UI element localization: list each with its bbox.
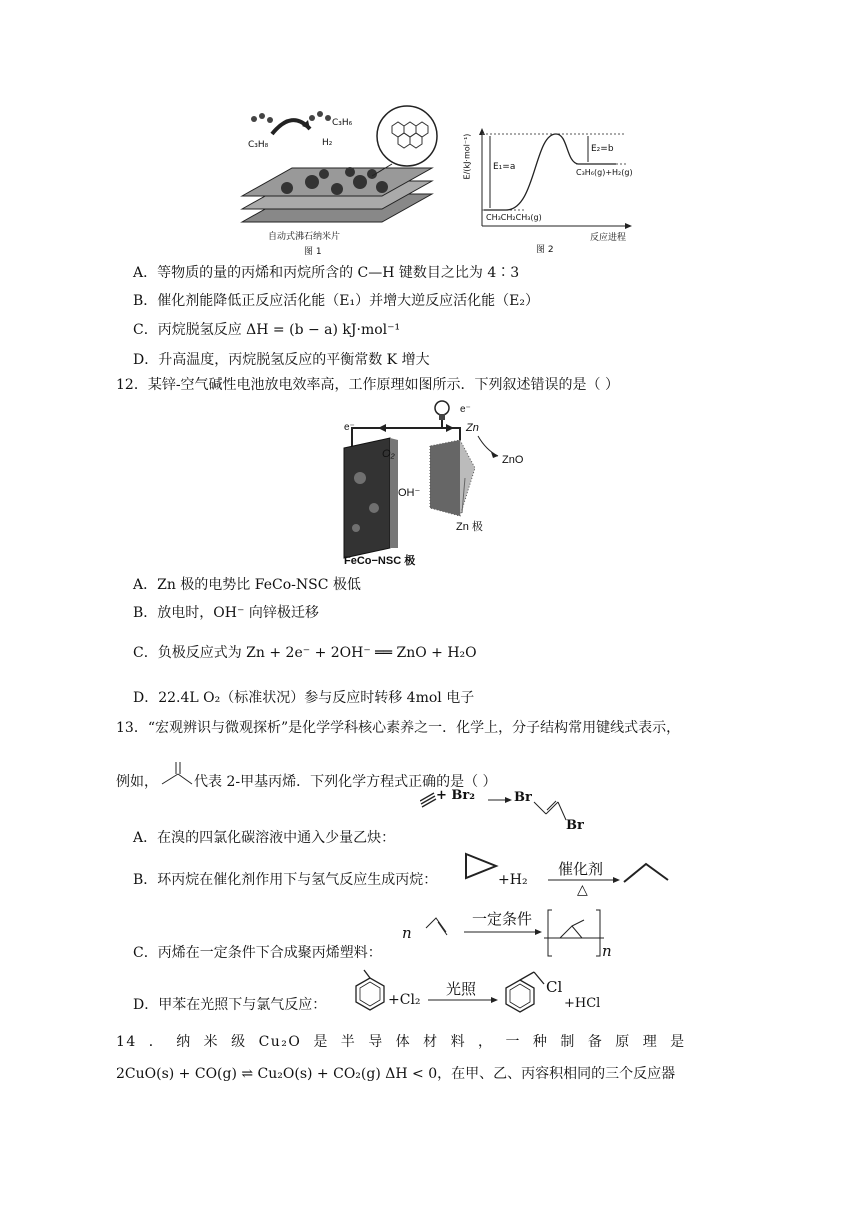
battery-cathode-label: FeCo−NSC 极 (344, 555, 416, 567)
fig2-e2: E₂=b (591, 144, 614, 154)
q13-a-equation (420, 788, 600, 838)
fig1-label-c3h8: C₃H₈ (248, 140, 269, 150)
q12-option-a: A．Zn 极的电势比 FeCo-NSC 极低 (133, 577, 361, 593)
q13-a-plus-br2: + Br₂ (436, 788, 475, 803)
battery-oh: OH⁻ (398, 487, 421, 499)
fig2-e1: E₁=a (493, 162, 516, 172)
q13-option-d: D．甲苯在光照下与氯气反应： (133, 997, 327, 1013)
q13-d-plus-cl2: +Cl₂ (388, 992, 421, 1008)
fig2-reactant: CH₃CH₂CH₃(g) (486, 213, 542, 222)
fig1-caption: 图 1 (304, 247, 322, 257)
battery-e-left: e⁻ (344, 422, 355, 433)
q13-d-hcl: +HCl (564, 996, 601, 1011)
q13-option-a: A．在溴的四氯化碳溶液中通入少量乙炔： (133, 830, 396, 846)
q13-stem-1: 13．“宏观辨识与微观探析”是化学学科核心素养之一．化学上，分子结构常用键线式表示， (116, 720, 681, 736)
q13-stem-2-post: 代表 2-甲基丙烯．下列化学方程式正确的是（ ） (194, 774, 497, 790)
fig1-label-h2: H₂ (322, 138, 333, 148)
q14-line-2: 2CuO(s) + CO(g) ⇌ Cu₂O(s) + CO₂(g) ΔH < 0，在甲、乙、丙容积相同的三个反应器 (116, 1066, 676, 1082)
fig1-sheet-caption: 自动式沸石纳米片 (268, 232, 341, 242)
q13-c-n: n (402, 924, 412, 942)
fig2-ylabel: E/(kJ·mol⁻¹) (462, 133, 472, 180)
q12-option-d: D．22.4L O₂（标准状况）参与反应时转移 4mol 电子 (133, 690, 475, 706)
q13-d-equation (338, 968, 628, 1016)
q13-b-condition: 催化剂 (558, 860, 604, 878)
q13-d-cl: Cl (546, 978, 563, 996)
q13-option-b: B．环丙烷在催化剂作用下与氢气反应生成丙烷： (133, 872, 438, 888)
q14-line-1: 14 ． 纳 米 级 Cu₂O 是 半 导 体 材 料 ， 一 种 制 备 原 理 是 (116, 1034, 686, 1050)
q12-option-b: B．放电时，OH⁻ 向锌极迁移 (133, 605, 319, 621)
q13-c-equation (400, 902, 630, 962)
q13-a-br2: Br (566, 818, 584, 833)
q13-c-sub-n: n (602, 942, 612, 960)
figure-1 (232, 104, 454, 256)
q13-d-condition: 光照 (446, 980, 477, 998)
battery-o2: O₂ (382, 448, 395, 460)
q13-b-equation (462, 850, 682, 900)
isobutene-structure (158, 760, 194, 790)
q13-b-plus-h2: +H₂ (498, 872, 528, 888)
q13-stem-2-pre: 例如， (116, 774, 158, 790)
q13-b-heat: △ (577, 882, 588, 898)
battery-e-right: e⁻ (460, 404, 471, 415)
battery-zn-electrode: Zn 极 (456, 521, 483, 533)
q11-option-a: A．等物质的量的丙烯和丙烷所含的 C—H 键数目之比为 4∶3 (133, 265, 520, 281)
figure-2 (462, 126, 636, 256)
q13-option-c: C．丙烯在一定条件下合成聚丙烯塑料： (133, 945, 382, 961)
battery-figure (330, 398, 550, 568)
battery-zn: Zn (466, 422, 479, 434)
fig2-product: C₃H₆(g)+H₂(g) (576, 168, 633, 177)
fig2-xlabel: 反应进程 (590, 233, 627, 243)
q11-option-b: B．催化剂能降低正反应活化能（E₁）并增大逆反应活化能（E₂） (133, 293, 539, 309)
q13-a-br1: Br (514, 790, 532, 805)
q12-option-c: C．负极反应式为 Zn + 2e⁻ + 2OH⁻ ══ ZnO + H₂O (133, 645, 477, 661)
battery-zno: ZnO (502, 454, 524, 466)
q11-option-d: D．升高温度，丙烷脱氢反应的平衡常数 K 增大 (133, 352, 430, 368)
q11-option-c: C．丙烷脱氢反应 ΔH = (b − a) kJ·mol⁻¹ (133, 322, 401, 338)
fig1-label-c3h6: C₃H₆ (332, 118, 353, 128)
fig2-caption: 图 2 (536, 245, 554, 255)
zinc-air-battery-diagram (330, 398, 550, 568)
q13-c-condition: 一定条件 (472, 910, 533, 928)
q12-stem: 12．某锌-空气碱性电池放电效率高，工作原理如图所示．下列叙述错误的是（ ） (116, 377, 619, 393)
